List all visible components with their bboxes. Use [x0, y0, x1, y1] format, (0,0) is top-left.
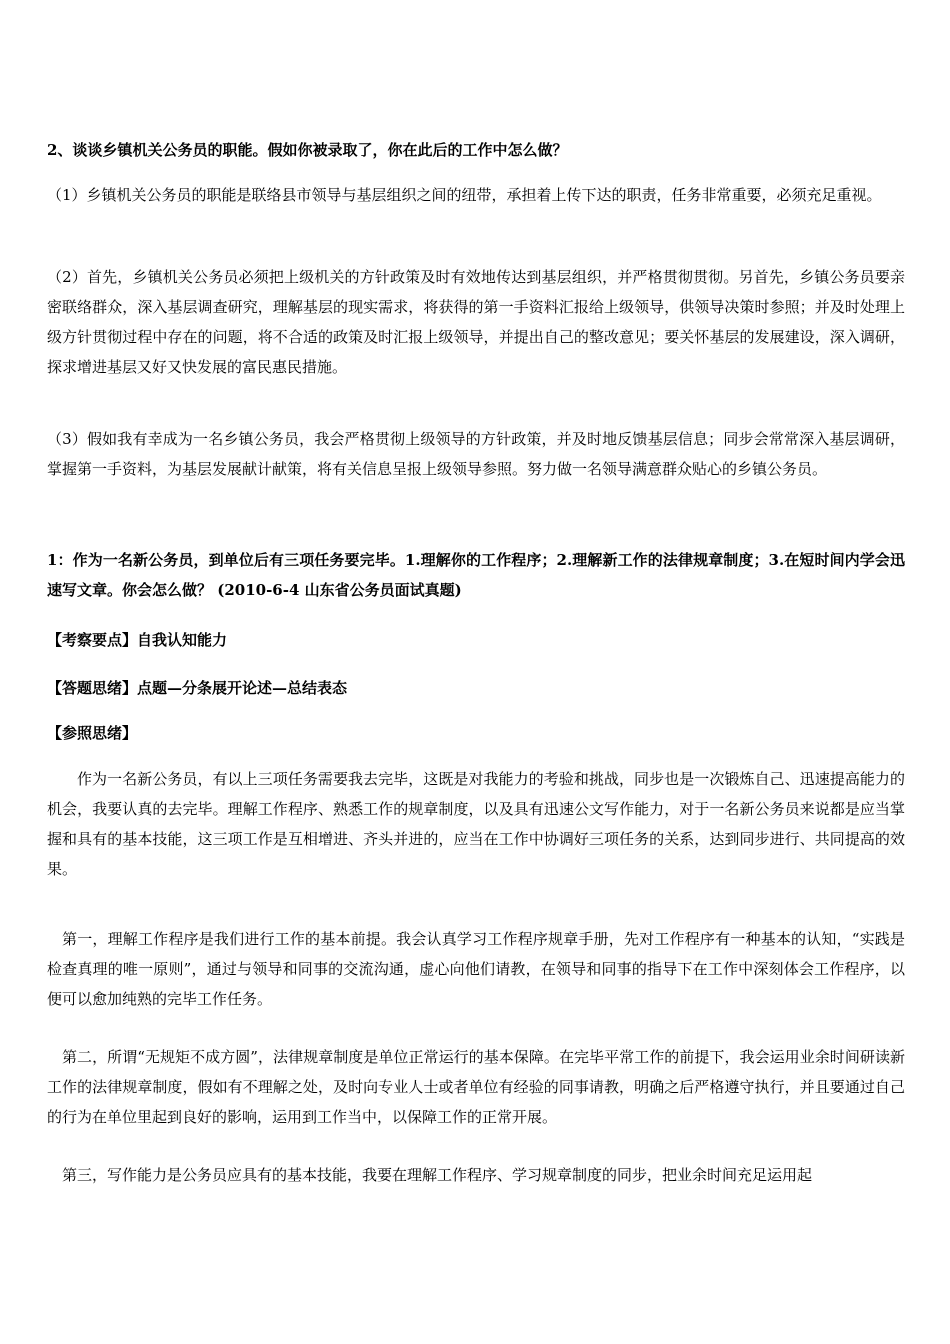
question-1-title: 1：作为一名新公务员，到单位后有三项任务要完毕。1.理解你的工作程序；2.理解新工作的法律规章制度；3.在短时间内学会迅速写文章。你会怎么做？ (2010-6-4 山东省公务员面试真题)	[47, 551, 905, 599]
question-2-point-2: （2）首先，乡镇机关公务员必须把上级机关的方针政策及时有效地传达到基层组织，并严格贯彻贯彻。另首先，乡镇公务员要亲密联络群众，深入基层调查研究，理解基层的现实需求，将获得的第一手资料汇报给上级领导，供领导决策时参照；并及时处理上级方针贯彻过程中存在的问题，将不合适的政策及时汇报上级领导，并提出自己的整改意见；要关怀基层的发展建设，深入调研，探求增进基层又好又快发展的富民惠民措施。	[47, 268, 905, 376]
question-2-point-1: （1）乡镇机关公务员的职能是联络县市领导与基层组织之间的纽带，承担着上传下达的职责，任务非常重要，必须充足重视。	[47, 186, 882, 204]
answer-paragraph-2: 第一，理解工作程序是我们进行工作的基本前提。我会认真学习工作程序规章手册，先对工作程序有一种基本的认知，“实践是检查真理的唯一原则”，通过与领导和同事的交流沟通，虚心向他们请教，在领导和同事的指导下在工作中深刻体会工作程序，以便可以愈加纯熟的完毕工作任务。	[47, 930, 905, 1008]
answer-paragraph-1: 作为一名新公务员，有以上三项任务需要我去完毕，这既是对我能力的考验和挑战，同步也是一次锻炼自己、迅速提高能力的机会，我要认真的去完毕。理解工作程序、熟悉工作的规章制度，以及具有迅速公文写作能力，对于一名新公务员来说都是应当掌握和具有的基本技能，这三项工作是互相增进、齐头并进的，应当在工作中协调好三项任务的关系，达到同步进行、共同提高的效果。	[47, 770, 905, 878]
reference-answer-heading: 【参照思绪】	[47, 724, 138, 742]
document-page	[47, 0, 905, 1344]
answer-paragraph-4: 第三，写作能力是公务员应具有的基本技能，我要在理解工作程序、学习规章制度的同步，把业余时间充足运用起	[62, 1166, 813, 1184]
question-2-title: 2、谈谈乡镇机关公务员的职能。假如你被录取了，你在此后的工作中怎么做？	[47, 141, 568, 159]
answer-paragraph-3: 第二，所谓“无规矩不成方圆”，法律规章制度是单位正常运行的基本保障。在完毕平常工作的前提下，我会运用业余时间研读新工作的法律规章制度，假如有不理解之处，及时向专业人士或者单位有经验的同事请教，明确之后严格遵守执行，并且要通过自己的行为在单位里起到良好的影响，运用到工作当中，以保障工作的正常开展。	[47, 1048, 905, 1126]
answer-approach-heading: 【答题思绪】点题—分条展开论述—总结表态	[47, 679, 348, 697]
key-points-heading: 【考察要点】自我认知能力	[47, 631, 228, 649]
question-2-point-3: （3）假如我有幸成为一名乡镇公务员，我会严格贯彻上级领导的方针政策，并及时地反馈基层信息；同步会常常深入基层调研，掌握第一手资料，为基层发展献计献策，将有关信息呈报上级领导参照。努力做一名领导满意群众贴心的乡镇公务员。	[47, 430, 905, 478]
